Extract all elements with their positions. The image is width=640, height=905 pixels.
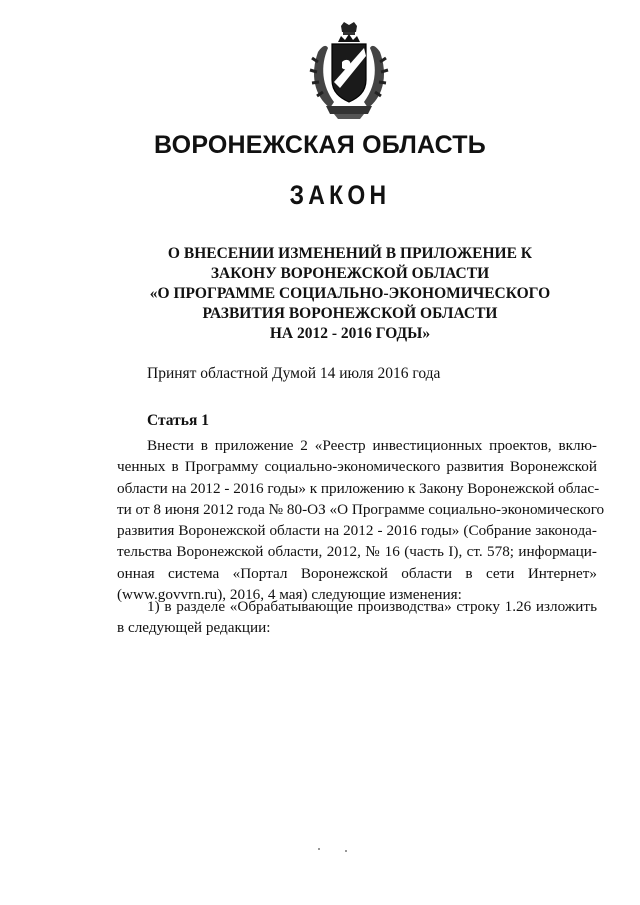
paragraph-line: Внести в приложение 2 «Реестр инвестиционных проектов, вклю-: [147, 437, 597, 454]
region-title: ВОРОНЕЖСКАЯ ОБЛАСТЬ: [154, 131, 486, 159]
scan-speck: [318, 848, 320, 850]
voronezh-coat-of-arms-icon: [308, 22, 390, 120]
heading-line: НА 2012 - 2016 ГОДЫ»: [269, 325, 431, 342]
paragraph-line: (www.govvrn.ru), 2016, 4 мая) следующие изменения:: [117, 586, 462, 604]
paragraph-line: тельства Воронежской области, 2012, № 16 (часть I), ст. 578; информаци-: [117, 543, 597, 561]
document-type-title: ЗАКОН: [289, 180, 391, 210]
amendment-item: [117, 596, 597, 639]
heading-line: О ВНЕСЕНИИ ИЗМЕНЕНИЙ В ПРИЛОЖЕНИЕ К: [167, 245, 533, 262]
item-line: 1) в разделе «Обрабатывающие производства» строку 1.26 изложить: [147, 598, 597, 615]
article-title: Статья 1: [147, 412, 209, 429]
paragraph-line: ти от 8 июня 2012 года № 80-ОЗ «О Программе социально-экономического: [117, 500, 605, 518]
scan-speck: [345, 850, 347, 852]
heading-line: ЗАКОНУ ВОРОНЕЖСКОЙ ОБЛАСТИ: [210, 265, 490, 282]
heading-line: «О ПРОГРАММЕ СОЦИАЛЬНО-ЭКОНОМИЧЕСКОГО: [149, 285, 551, 302]
article-paragraph: [117, 435, 605, 605]
law-heading: [140, 244, 560, 344]
paragraph-line: онная система «Портал Воронежской области в сети Интернет»: [117, 564, 597, 582]
heading-line: РАЗВИТИЯ ВОРОНЕЖСКОЙ ОБЛАСТИ: [202, 305, 498, 322]
adoption-note: Принят областной Думой 14 июля 2016 года: [147, 365, 441, 382]
paragraph-line: области на 2012 - 2016 годы» к приложению к Закону Воронежской облас-: [117, 479, 600, 497]
paragraph-line: ченных в Программу социально-экономического развития Воронежской: [117, 458, 597, 476]
paragraph-line: развития Воронежской области на 2012 - 2016 годы» (Собрание законода-: [117, 522, 597, 540]
item-line: в следующей редакции:: [117, 619, 271, 637]
